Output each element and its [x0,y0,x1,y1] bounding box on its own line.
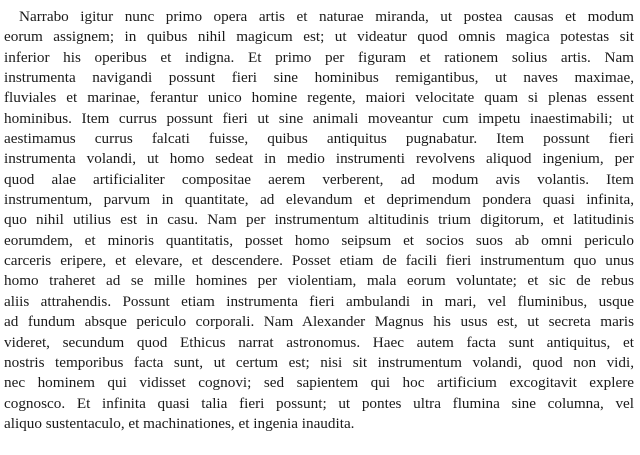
paragraph-line: instrumentum, parvum in quantitate, ad elevandum et deprimendum pondera quasi infinita, [4,191,634,209]
paragraph-line: homo traheret ad se mille homines per violentiam, mala eorum voluntate; et sic de rebus [4,272,634,290]
paragraph-line: videret, secundum quod Ethicus narrat astronomus. Haec autem facta sunt antiquitus, et [4,333,634,351]
paragraph-line: eorumdem, et minoris quantitatis, posset homo seipsum et socios suos ab omni periculo [4,231,634,249]
paragraph-line: carceris eripere, et elevare, et descendere. Posset etiam de facili fieri instrumentum quo unus [4,252,634,270]
document-page [4,7,634,434]
paragraph-line: nec hominem qui vidisset cognovi; sed sapientem qui hoc artificium excogitavit explere [4,374,634,392]
paragraph-line: hominibus. Item currus possunt fieri ut sine animali moveantur cum impetu inaestimabili; ut [4,109,634,127]
paragraph-line: instrumenta navigandi possunt fieri sine hominibus remigantibus, ut naves maximae, [4,69,634,87]
paragraph-line: quo nihil utilius est in casu. Nam per instrumentum altitudinis trium digitorum, et latitudinis [4,211,634,229]
paragraph-line: inferior his operibus et indigna. Et primo per figuram et rationem solius artis. Nam [4,48,634,66]
paragraph-line: Narrabo igitur nunc primo opera artis et naturae miranda, ut postea causas et modum [19,8,634,25]
paragraph-line: aliis attrahendis. Possunt etiam instrumenta fieri ambulandi in mari, vel fluminibus, usque [4,292,634,310]
paragraph [4,7,634,434]
paragraph-line: nostris temporibus facta sunt, ut certum est; nisi sit instrumentum volandi, quod non vidi, [4,353,634,371]
paragraph-line: cognosco. Et infinita quasi talia fieri possunt; ut pontes ultra flumina sine columna, vel [4,394,634,412]
paragraph-line: ad fundum absque periculo corporali. Nam Alexander Magnus his usus est, ut secreta maris [4,313,634,331]
paragraph-line: fluviales et marinae, ferantur unico homine regente, maiori velocitate quam si plenas essent [4,89,634,107]
paragraph-line: aliquo sustentaculo, et machinationes, et ingenia inaudita. [4,414,355,432]
paragraph-line: instrumenta volandi, ut homo sedeat in medio instrumenti revolvens aliquod ingenium, per [4,150,634,168]
paragraph-line: aestimamus currus falcati fuisse, quibus antiquitus pugnabatur. Item possunt fieri [4,130,634,148]
paragraph-line: eorum assignem; in quibus nihil magicum est; ut videatur quod omnis magica potestas sit [4,28,634,46]
paragraph-line: quod alae artificialiter compositae aerem verberent, ad modum avis volantis. Item [4,170,634,188]
